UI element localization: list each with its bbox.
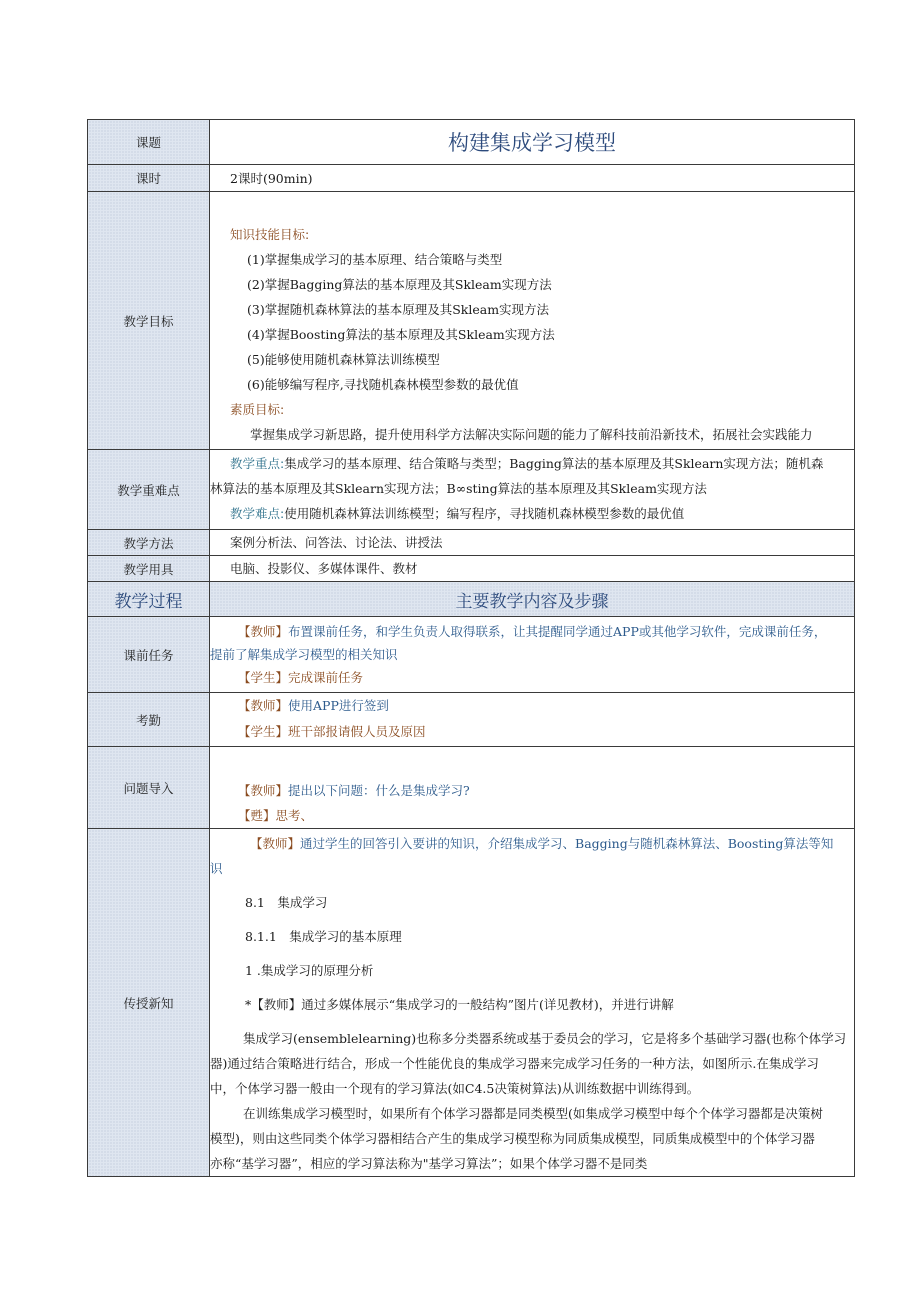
row-method bbox=[88, 530, 855, 556]
label-method: 教学方法 bbox=[88, 530, 210, 556]
row-key-points bbox=[88, 450, 855, 530]
row-tools bbox=[88, 556, 855, 582]
label-new-knowledge: 传授新知 bbox=[88, 829, 210, 1177]
row-pre-task bbox=[88, 617, 855, 693]
new-knowledge-teacher-text: 通过学生的回答引入要讲的知识，介绍集成学习、Bagging与随机森林算法、Boosting算法等知 bbox=[300, 836, 834, 851]
knowledge-item: (5)能够使用随机森林算法训练模型 bbox=[247, 352, 440, 367]
row-process-header bbox=[88, 582, 855, 617]
student-tag: 【甦】 bbox=[238, 808, 276, 823]
process-header-left: 教学过程 bbox=[88, 582, 210, 617]
row-attendance bbox=[88, 693, 855, 747]
teacher-tag: 【教师】 bbox=[238, 783, 289, 798]
section-heading: 1 .集成学习的原理分析 bbox=[245, 963, 374, 978]
knowledge-item: (6)能够编写程序,寻找随机森林模型参数的最优值 bbox=[247, 377, 519, 392]
quality-heading: 素质目标: bbox=[230, 402, 285, 417]
pre-task-teacher-text: 布置课前任务，和学生负责人取得联系，让其提醒同学通过APP或其他学习软件，完成课前任务， bbox=[288, 624, 827, 639]
knowledge-item: (3)掌握随机森林算法的基本原理及其Skleam实现方法 bbox=[247, 302, 550, 317]
teacher-tag: 【教师】 bbox=[250, 836, 301, 851]
paragraph-line: 中，个体学习器一般由一个现有的学习算法(如C4.5决策树算法)从训练数据中训练得到。 bbox=[210, 1081, 700, 1096]
label-tools: 教学用具 bbox=[88, 556, 210, 582]
intro-student-text: 思考、 bbox=[275, 808, 314, 823]
paragraph-line: 亦称“基学习器”，相应的学习算法称为"基学习算法”；如果个体学习器不是同类 bbox=[210, 1156, 648, 1171]
paragraph-line: 集成学习(ensemblelearning)也称多分类器系统或基于委员会的学习，它是将多个基础学习器(也称个体学习 bbox=[243, 1031, 847, 1046]
row-title bbox=[88, 120, 855, 165]
pre-task-student-text: 完成课前任务 bbox=[288, 670, 364, 685]
label-title: 课题 bbox=[88, 120, 210, 165]
attendance-student-text: 班干部报请假人员及原因 bbox=[288, 724, 426, 739]
row-new-knowledge bbox=[88, 829, 855, 1177]
teacher-tag: 【教师】 bbox=[238, 624, 289, 639]
label-goals: 教学目标 bbox=[88, 192, 210, 450]
pre-task-teacher-text-cont: 提前了解集成学习模型的相关知识 bbox=[210, 647, 398, 662]
paragraph-line: 在训练集成学习模型时，如果所有个体学习器都是同类模型(如集成学习模型中每个个体学习器都是决策树 bbox=[243, 1106, 823, 1121]
row-hours bbox=[88, 165, 855, 192]
label-attendance: 考勤 bbox=[88, 693, 210, 747]
paragraph-line: 模型)，则由这些同类个体学习器相结合产生的集成学习模型称为同质集成模型，同质集成模型中的个体学习器 bbox=[210, 1131, 815, 1146]
label-pre-task: 课前任务 bbox=[88, 617, 210, 693]
quality-text: 掌握集成学习新思路，提升使用科学方法解决实际问题的能力了解科技前沿新技术，拓展社会实践能力 bbox=[250, 427, 813, 442]
row-intro bbox=[88, 747, 855, 829]
student-tag: 【学生】 bbox=[238, 670, 289, 685]
key-text: 集成学习的基本原理、结合策略与类型；Bagging算法的基本原理及其Sklearn实现方法；随机森 bbox=[284, 456, 824, 471]
knowledge-item: (1)掌握集成学习的基本原理、结合策略与类型 bbox=[247, 252, 503, 267]
method-value: 案例分析法、问答法、讨论法、讲授法 bbox=[230, 535, 443, 550]
knowledge-heading: 知识技能目标: bbox=[230, 227, 310, 242]
lesson-title: 构建集成学习模型 bbox=[210, 120, 855, 165]
lesson-plan-table bbox=[87, 119, 855, 1177]
knowledge-item: (4)掌握Boosting算法的基本原理及其Skleam实现方法 bbox=[247, 327, 555, 342]
hours-value: 2课时(90min) bbox=[230, 170, 313, 186]
label-hours: 课时 bbox=[88, 165, 210, 192]
difficulty-text: 使用随机森林算法训练模型；编写程序，寻找随机森林模型参数的最优值 bbox=[284, 506, 685, 521]
label-intro: 问题导入 bbox=[88, 747, 210, 829]
key-text-cont: 林算法的基本原理及其Sklearn实现方法；B∞sting算法的基本原理及其Skleam实现方法 bbox=[210, 481, 707, 496]
teacher-tag: 【教师】 bbox=[238, 698, 289, 713]
difficulty-label: 教学难点: bbox=[230, 506, 285, 521]
key-label: 教学重点: bbox=[230, 456, 285, 471]
section-heading: 8.1 集成学习 bbox=[245, 895, 328, 910]
knowledge-item: (2)掌握Bagging算法的基本原理及其Skleam实现方法 bbox=[247, 277, 552, 292]
tools-value: 电脑、投影仪、多媒体课件、教材 bbox=[230, 561, 418, 576]
attendance-teacher-text: 使用APP进行签到 bbox=[288, 698, 389, 713]
process-header-right: 主要教学内容及步骤 bbox=[210, 582, 855, 617]
student-tag: 【学生】 bbox=[238, 724, 289, 739]
section-heading: 8.1.1 集成学习的基本原理 bbox=[245, 929, 402, 944]
paragraph-line: 器)通过结合策略进行结合，形成一个性能优良的集成学习器来完成学习任务的一种方法，如图所示.在集成学习 bbox=[210, 1056, 819, 1071]
intro-teacher-text: 提出以下问题：什么是集成学习? bbox=[288, 783, 470, 798]
row-goals bbox=[88, 192, 855, 450]
label-key-points: 教学重难点 bbox=[88, 450, 210, 530]
demo-text: *【教师】通过多媒体展示“集成学习的一般结构”图片(详见教材)，并进行讲解 bbox=[245, 997, 674, 1012]
new-knowledge-teacher-text-cont: 识 bbox=[210, 861, 223, 876]
